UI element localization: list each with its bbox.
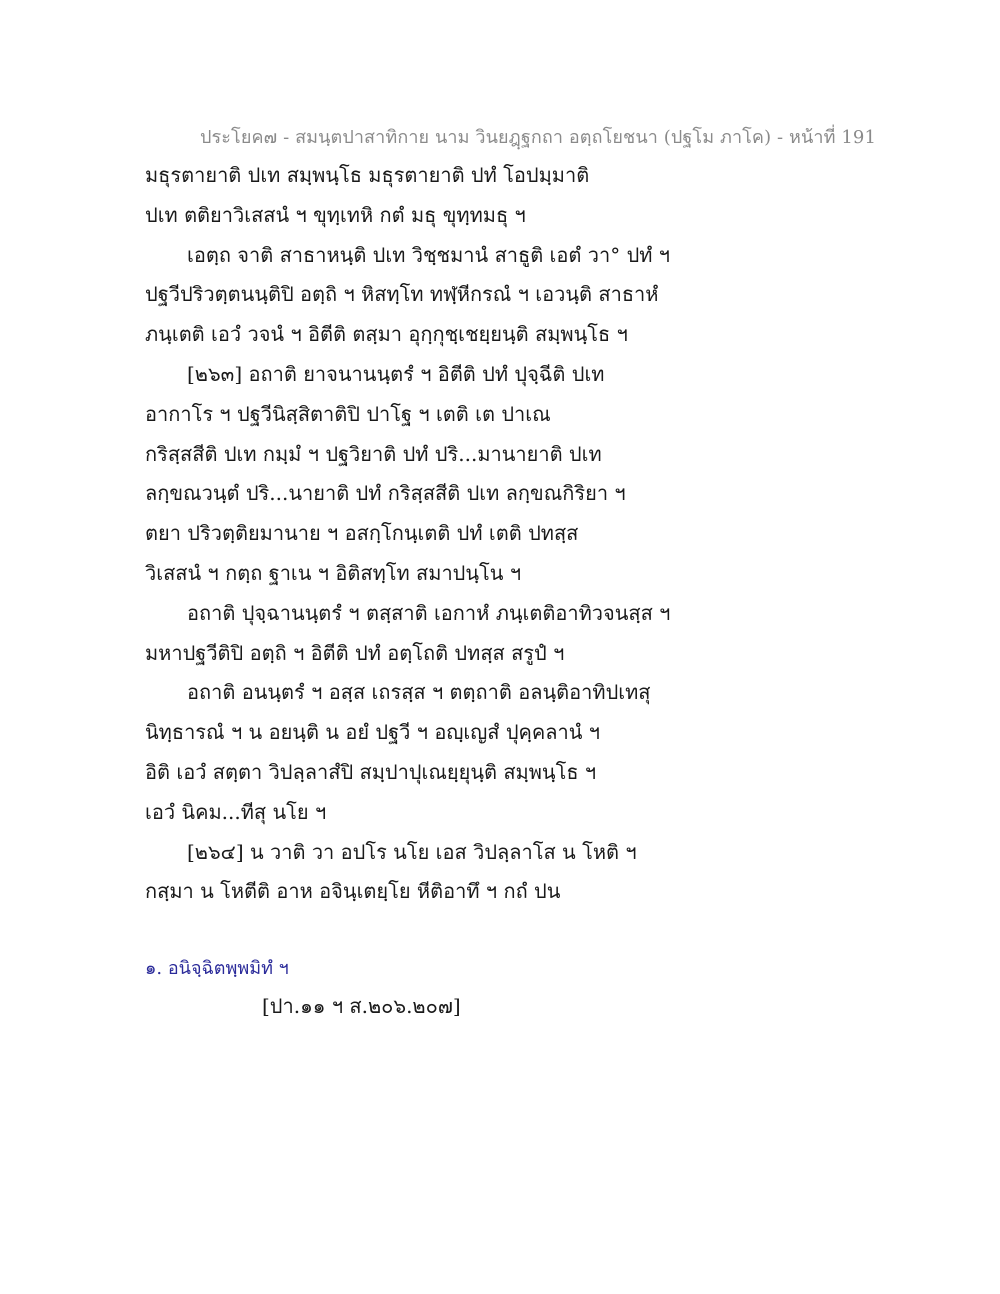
text-line: อถาติ ปุจฺฉานนฺตรํ ฯ ตสฺสาติ เอกาหํ ภนฺเตติอาทิวจนสฺส ฯ <box>187 600 671 625</box>
body-text <box>145 156 705 912</box>
text-line: มธุรตายาติ ปเท สมฺพนฺโธ มธุรตายาติ ปทํ โอปมฺมาติ <box>145 163 590 187</box>
text-line: กสฺมา น โหตีติ อาห อจินฺเตยฺโย หีติอาทึ ฯ กถํ ปน <box>145 879 561 904</box>
text-line: ภนฺเตติ เอวํ วจนํ ฯ อิตีติ ตสฺมา อุกฺกุชฺเชยฺยนฺติ สมฺพนฺโธ ฯ <box>145 322 628 347</box>
text-line: ตยา ปริวตฺติยมานาย ฯ อสกฺโกนฺเตติ ปทํ เตติ ปทสฺส <box>145 521 579 546</box>
footnote: ๑. อนิจฺฉิตพฺพมิทํ ฯ <box>145 958 289 979</box>
text-line: มหาปฐวีติปิ อตฺถิ ฯ อิตีติ ปทํ อตฺโถติ ปทสฺส สรูปํ ฯ <box>145 640 565 665</box>
text-line: อากาโร ฯ ปฐวีนิสฺสิตาติปิ ปาโฐ ฯ เตติ เต ปาเณ <box>145 401 551 426</box>
text-line: ลกฺขณวนฺตํ ปริ...นายาติ ปทํ กริสฺสสีติ ปเท ลกฺขณกิริยา ฯ <box>145 481 626 506</box>
text-line: [๒๖๓] อถาติ ยาจนานนฺตรํ ฯ อิตีติ ปทํ ปุจฺฉีติ ปเท <box>187 361 605 386</box>
page-reference: [ปา.๑๑ ฯ ส.๒๐๖.๒๐๗] <box>262 994 461 1018</box>
text-line: กริสฺสสีติ ปเท กมฺมํ ฯ ปฐวิยาติ ปทํ ปริ...มานายาติ ปเท <box>145 441 602 466</box>
page-header: ประโยค๗ - สมนฺตปาสาทิกาย นาม วินยฎฺฐกถา อตฺถโยชนา (ปฐโม ภาโค) - หน้าที่ 191 <box>200 127 877 148</box>
text-line: อถาติ อนนฺตรํ ฯ อสฺส เถรสฺส ฯ ตตฺถาติ อลนฺติอาทิปเทสุ <box>187 680 651 705</box>
text-line: นิทฺธารณํ ฯ น อยนฺติ น อยํ ปฐวี ฯ อญฺเญสํ ปุคฺคลานํ ฯ <box>145 720 601 745</box>
text-line: อิติ เอวํ สตฺตา วิปลฺลาสํปิ สมฺปาปุเณยฺยุนฺติ สมฺพนฺโธ ฯ <box>145 759 597 784</box>
text-line: ปเท ตติยาวิเสสนํ ฯ ขุทฺเทหิ กตํ มธุ ขุทฺทมธุ ฯ <box>145 202 526 227</box>
text-line: [๒๖๔] น วาติ วา อปโร นโย เอส วิปลฺลาโส น โหติ ฯ <box>187 839 637 864</box>
text-line: ปฐวีปริวตฺตนนฺติปิ อตฺถิ ฯ หิสทฺโท ทฬฺหีกรณํ ฯ เอวนฺติ สาธาหํ <box>145 282 659 307</box>
text-line: เอวํ นิคม...ทีสุ นโย ฯ <box>145 799 327 824</box>
text-line: เอตฺถ จาติ สาธาหนฺติ ปเท วิชฺชมานํ สาธูติ เอตํ วา° ปทํ ฯ <box>187 242 671 267</box>
text-line: วิเสสนํ ฯ กตฺถ ฐาเน ฯ อิติสทฺโท สมาปนฺโน ฯ <box>145 560 522 585</box>
